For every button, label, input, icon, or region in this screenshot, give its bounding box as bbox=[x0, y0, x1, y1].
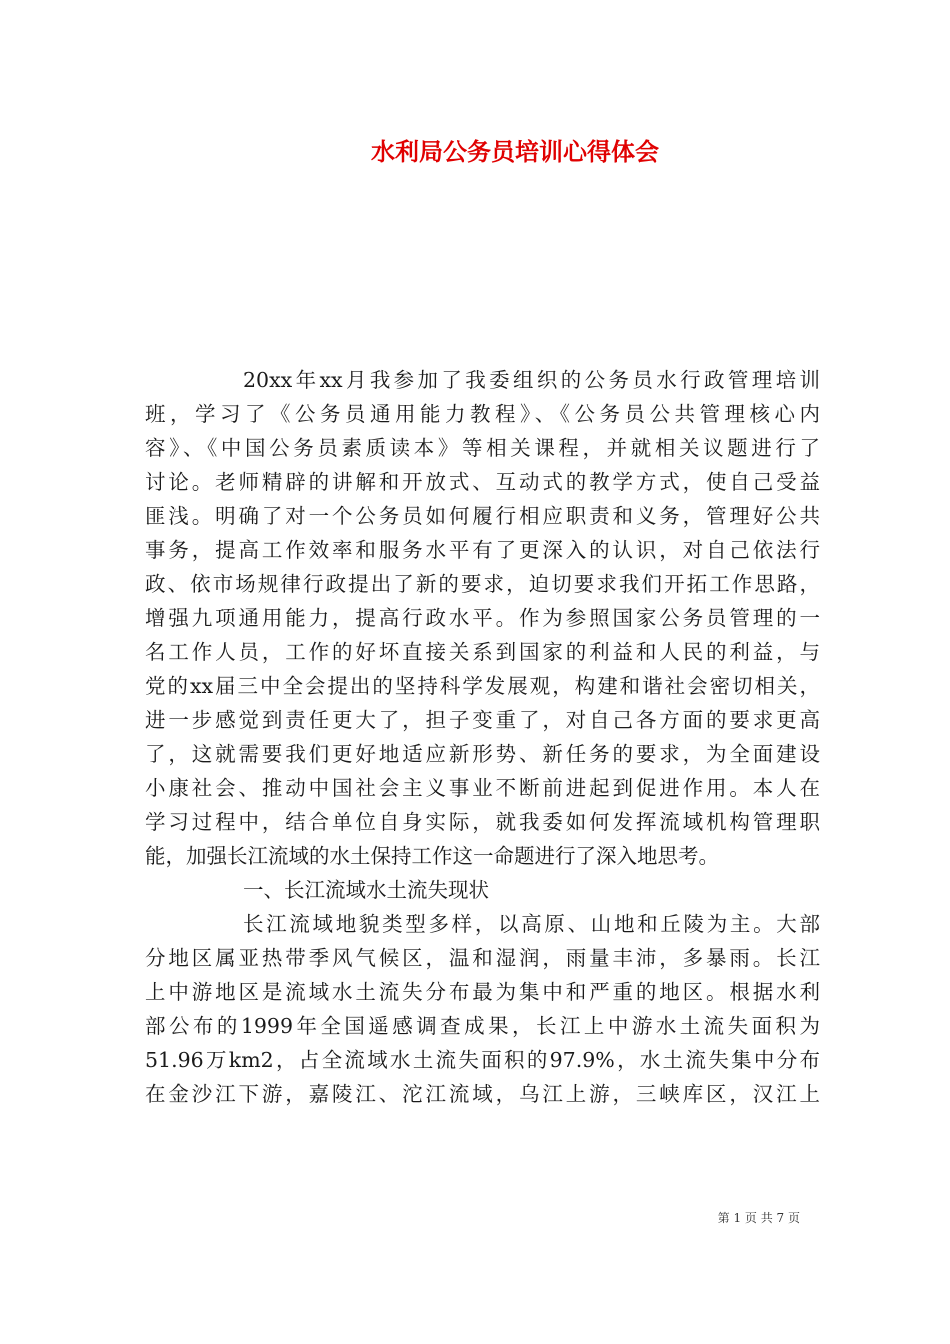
page-number-footer: 第 1 页 共 7 页 bbox=[717, 1211, 800, 1225]
paragraph-line: 20xx年xx月我参加了我委组织的公务员水行政管理培训 bbox=[243, 368, 820, 392]
document-title: 水利局公务员培训心得体会 bbox=[371, 137, 659, 166]
paragraph-line: 容》、《中国公务员素质读本》等相关课程，并就相关议题进行了 bbox=[145, 436, 820, 460]
paragraph-line: 小康社会、推动中国社会主义事业不断前进起到促进作用。本人在 bbox=[145, 776, 820, 800]
paragraph-line: 党的xx届三中全会提出的坚持科学发展观，构建和谐社会密切相关， bbox=[145, 674, 820, 698]
paragraph-line: 政、依市场规律行政提出了新的要求，迫切要求我们开拓工作思路， bbox=[145, 572, 820, 596]
paragraph-line: 匪浅。明确了对一个公务员如何履行相应职责和义务，管理好公共 bbox=[145, 504, 820, 528]
paragraph-line: 增强九项通用能力，提高行政水平。作为参照国家公务员管理的一 bbox=[145, 606, 820, 630]
section-heading: 一、长江流域水土流失现状 bbox=[243, 878, 489, 902]
paragraph-line: 部公布的1999年全国遥感调查成果，长江上中游水土流失面积为 bbox=[145, 1014, 820, 1038]
paragraph-line: 在金沙江下游，嘉陵江、沱江流域，乌江上游，三峡库区，汉江上 bbox=[145, 1082, 820, 1106]
paragraph-line: 分地区属亚热带季风气候区，温和湿润，雨量丰沛，多暴雨。长江 bbox=[145, 946, 820, 970]
paragraph-line: 讨论。老师精辟的讲解和开放式、互动式的教学方式，使自己受益 bbox=[145, 470, 820, 494]
paragraph-line: 51.96万km2，占全流域水土流失面积的97.9%，水土流失集中分布 bbox=[145, 1048, 820, 1072]
paragraph-line: 班，学习了《公务员通用能力教程》、《公务员公共管理核心内 bbox=[145, 402, 820, 426]
paragraph-line: 上中游地区是流域水土流失分布最为集中和严重的地区。根据水利 bbox=[145, 980, 820, 1004]
paragraph-line: 进一步感觉到责任更大了，担子变重了，对自己各方面的要求更高 bbox=[145, 708, 820, 732]
paragraph-line: 名工作人员，工作的好坏直接关系到国家的利益和人民的利益，与 bbox=[145, 640, 820, 664]
paragraph-line: 了，这就需要我们更好地适应新形势、新任务的要求，为全面建设 bbox=[145, 742, 820, 766]
paragraph-line: 事务，提高工作效率和服务水平有了更深入的认识，对自己依法行 bbox=[145, 538, 820, 562]
paragraph-line: 能，加强长江流域的水土保持工作这一命题进行了深入地思考。 bbox=[145, 844, 719, 868]
paragraph-line: 长江流域地貌类型多样，以高原、山地和丘陵为主。大部 bbox=[243, 912, 820, 936]
paragraph-line: 学习过程中，结合单位自身实际，就我委如何发挥流域机构管理职 bbox=[145, 810, 820, 834]
document-body bbox=[145, 363, 820, 1111]
